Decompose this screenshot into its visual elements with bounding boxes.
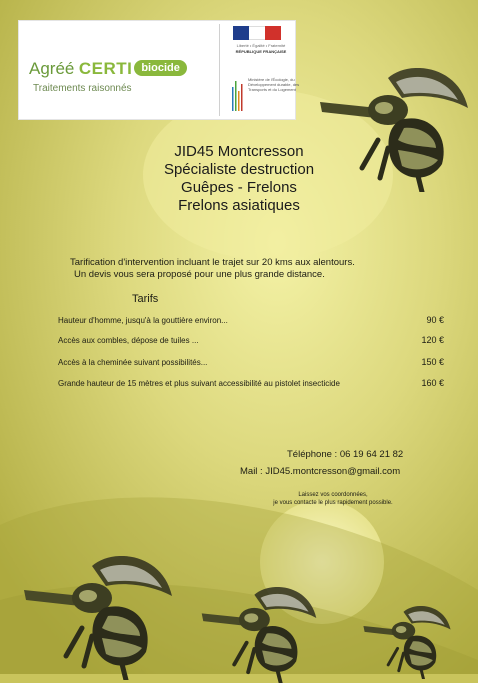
tarif-row [58,379,460,393]
ministry-lines-icon [231,79,245,113]
certibiocide-agree: Agréé [29,59,75,78]
french-flag-icon [233,26,281,40]
hornet-icon [22,556,174,680]
certibiocide-tagline: Traitements raisonnés [33,83,132,94]
company-name: JID45 Montcresson [174,143,304,160]
tarif-row [58,336,460,350]
title-speciality: Spécialiste destruction [163,161,315,178]
tarif-label: Grande hauteur de 15 mètres et plus suivant accessibilité au pistolet insecticide [58,379,340,388]
tarif-row [58,316,460,330]
flag-blue [233,26,249,40]
tarif-label: Hauteur d'homme, jusqu'à la gouttière environ... [58,316,228,325]
tarif-label: Accès aux combles, dépose de tuiles ... [58,336,199,345]
title-asian-hornets: Frelons asiatiques [178,197,300,214]
tarif-row [58,358,460,372]
contact-note-line-1: Laissez vos coordonnées, [298,492,368,498]
tarifs-heading: Tarifs [132,293,159,305]
hornet-icon [362,606,452,679]
contact-phone: Téléphone : 06 19 64 21 82 [287,449,404,460]
contact-note [238,491,428,507]
republic-motto: Liberté • Égalité • Fraternité [236,43,286,48]
tarif-price: 150 € [421,357,444,367]
certibiocide-brand: CERTI [78,59,133,78]
hornet-icon [200,587,318,683]
pricing-intro [70,257,430,281]
contact-mail: Mail : JID45.montcresson@gmail.com [240,466,401,477]
certibiocide-bio: biocide [134,60,187,76]
hornet-icon [318,68,470,192]
tarif-label: Accès à la cheminée suivant possibilités... [58,358,208,367]
logo-divider [219,24,220,116]
flag-red [265,26,281,40]
flag-white [249,26,265,40]
intro-line-2: Un devis vous sera proposé pour une plus grande distance. [74,269,325,280]
intro-line-1: Tarification d'intervention incluant le trajet sur 20 kms aux alentours. [70,257,355,268]
tarif-price: 160 € [421,378,444,388]
ministry-name: Ministère de l'Écologie, du Développement durable, des Transports et du Logement [248,77,300,92]
title-targets: Guêpes - Frelons [181,179,297,196]
tarif-price: 90 € [426,315,444,325]
tarif-price: 120 € [421,335,444,345]
contact-note-line-2: je vous contacte le plus rapidement possible. [273,500,393,506]
republic-name: RÉPUBLIQUE FRANÇAISE [235,49,287,54]
certibiocide-logo [29,59,187,79]
logos-banner [18,20,300,120]
